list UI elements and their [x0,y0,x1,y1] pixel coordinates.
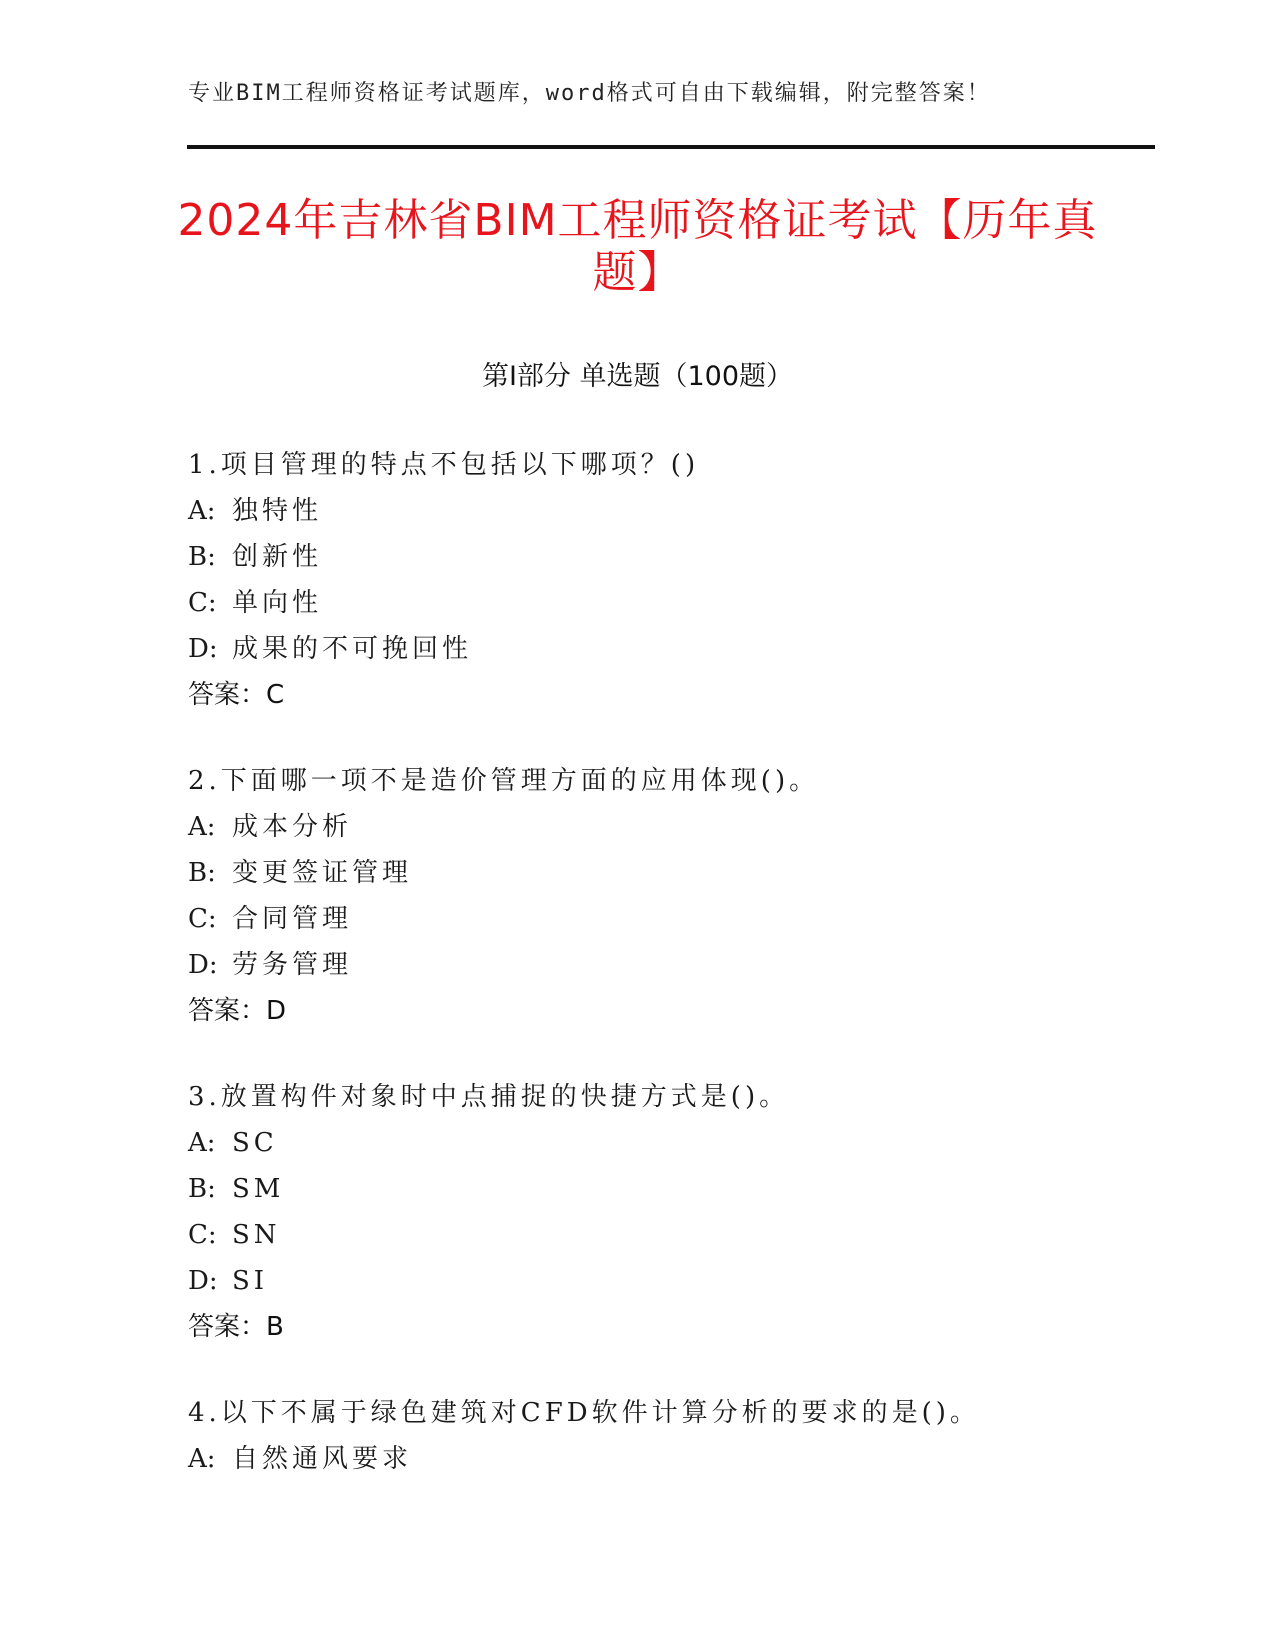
option-d [188,1258,1148,1304]
header-divider [187,145,1155,149]
question-stem: 3.放置构件对象时中点捕捉的快捷方式是()。 [188,1082,790,1112]
answer-prefix: 答案： [188,680,267,710]
option-d [188,942,1148,988]
option-letter: B: [188,542,216,572]
option-text: 劳务管理 [232,950,353,980]
option-text: 独特性 [232,496,323,526]
option-text: 合同管理 [232,904,353,934]
option-a [188,804,1148,850]
question-stem: 2.下面哪一项不是造价管理方面的应用体现()。 [188,766,820,796]
answer-line [188,672,1148,718]
document-title: 2024年吉林省BIM工程师资格证考试【历年真题】 [177,195,1098,298]
option-text: 单向性 [232,588,323,618]
option-text: 成本分析 [232,812,353,842]
option-a [188,488,1148,534]
option-text: SM [232,1174,285,1204]
option-letter: A: [188,812,216,842]
question-1 [188,442,1148,718]
section-heading: 第Ⅰ部分 单选题（100题） [481,361,794,392]
option-d [188,626,1148,672]
question-4 [188,1390,1148,1482]
option-letter: C: [188,1220,217,1250]
option-c [188,896,1148,942]
answer-line [188,988,1148,1034]
option-text: SN [232,1220,281,1250]
option-a [188,1120,1148,1166]
option-a [188,1436,1148,1482]
answer-value: C [266,680,285,710]
option-letter: D: [188,634,218,664]
option-letter: D: [188,950,218,980]
option-c [188,1212,1148,1258]
header-note: 专业BIM工程师资格证考试题库，word格式可自由下载编辑，附完整答案！ [188,81,991,106]
question-stem: 1.项目管理的特点不包括以下哪项？() [188,450,700,480]
option-letter: B: [188,858,216,888]
question-stem: 4.以下不属于绿色建筑对CFD软件计算分析的要求的是()。 [188,1398,980,1428]
answer-prefix: 答案： [188,1312,267,1342]
option-text: SI [232,1266,269,1296]
answer-line [188,1304,1148,1350]
answer-prefix: 答案： [188,996,267,1026]
option-letter: A: [188,1444,216,1474]
option-text: SC [232,1128,278,1158]
option-letter: D: [188,1266,218,1296]
option-letter: B: [188,1174,216,1204]
option-b [188,850,1148,896]
answer-value: D [266,996,287,1026]
option-letter: C: [188,588,217,618]
question-2 [188,758,1148,1034]
option-letter: C: [188,904,217,934]
option-c [188,580,1148,626]
question-3 [188,1074,1148,1350]
option-text: 自然通风要求 [232,1444,413,1474]
question-list [188,442,1148,1522]
option-text: 变更签证管理 [232,858,413,888]
answer-value: B [266,1312,284,1342]
option-b [188,534,1148,580]
option-b [188,1166,1148,1212]
option-text: 成果的不可挽回性 [232,634,473,664]
option-text: 创新性 [232,542,323,572]
option-letter: A: [188,1128,216,1158]
option-letter: A: [188,496,216,526]
